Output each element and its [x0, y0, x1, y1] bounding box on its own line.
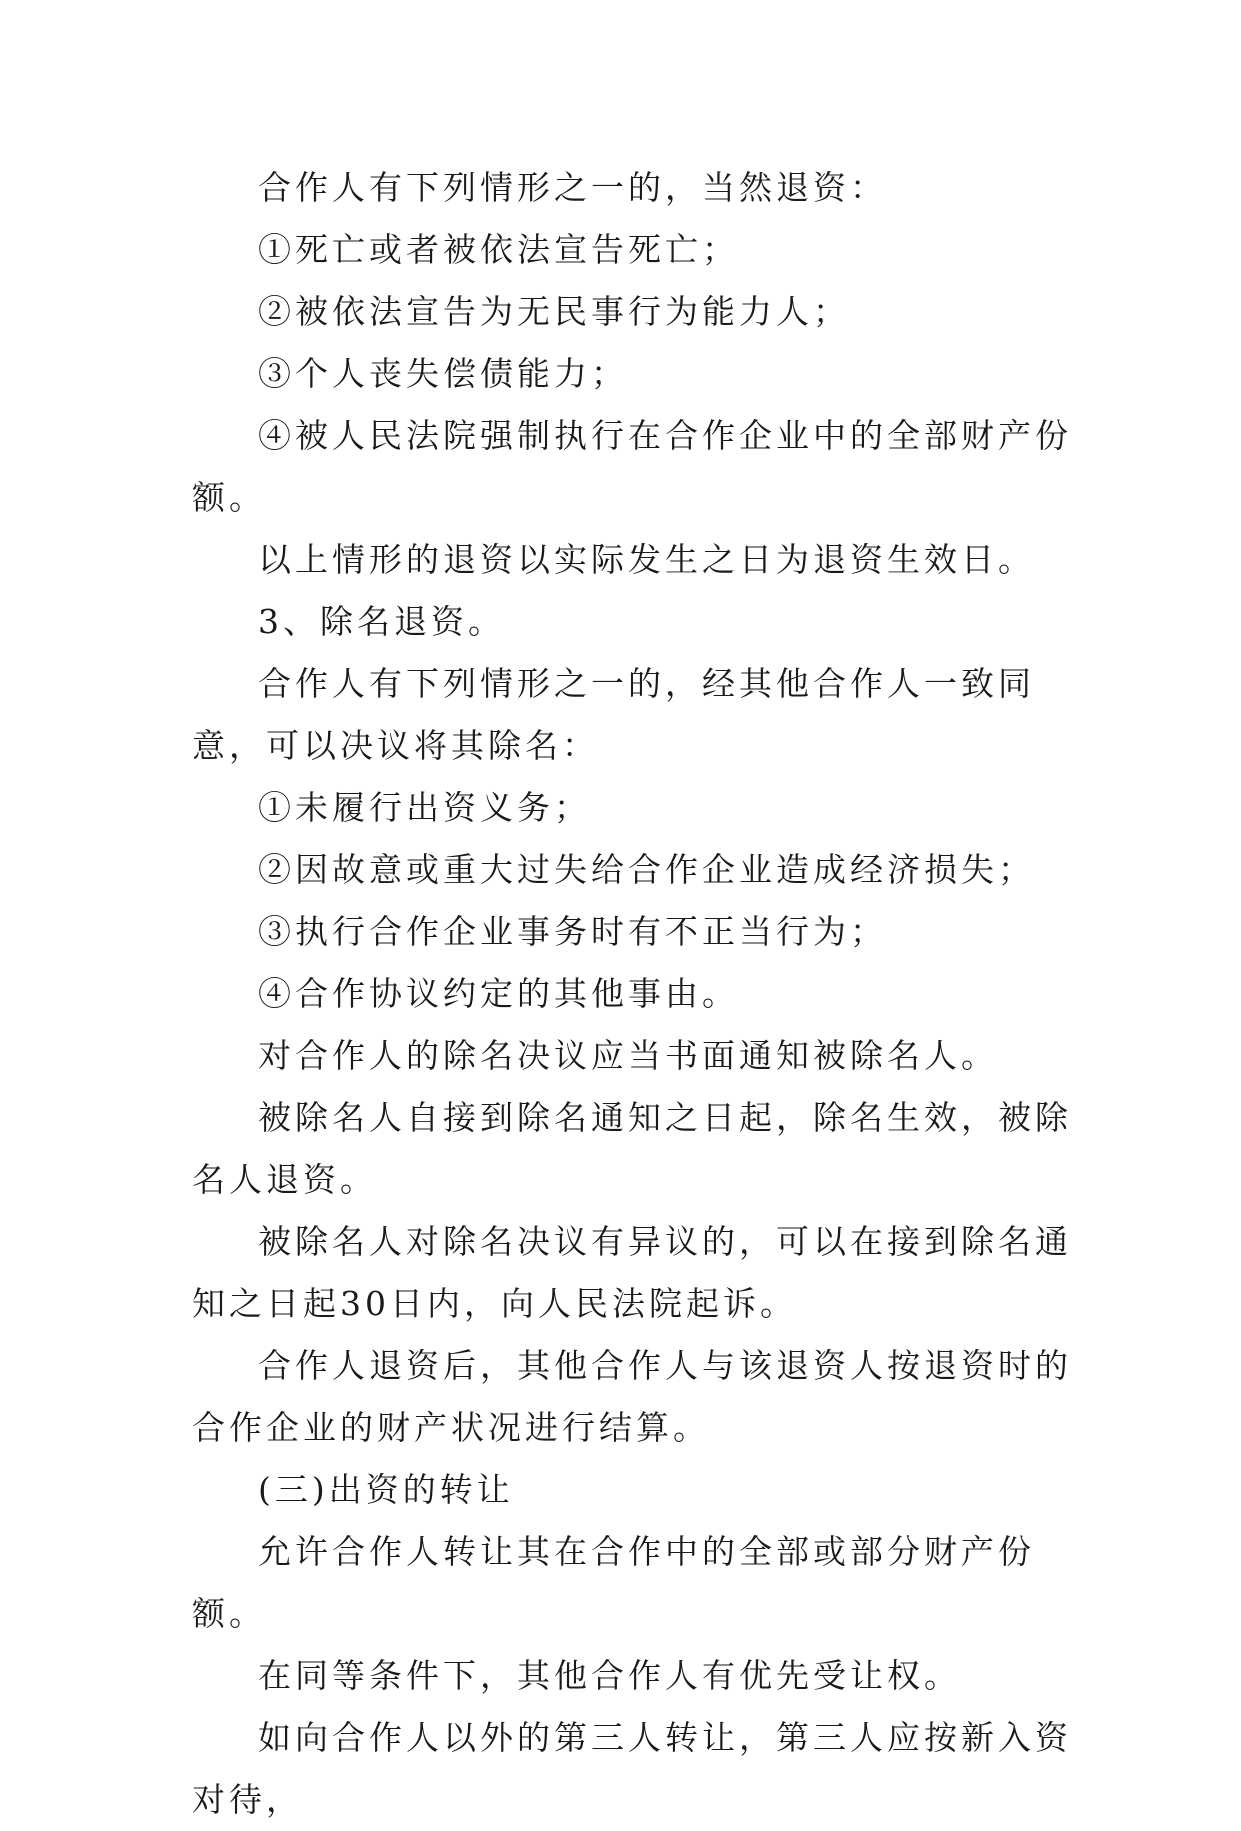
paragraph: 合作人有下列情形之一的，当然退资：: [258, 168, 887, 207]
paragraph: 合作人有下列情形之一的，经其他合作人一致同意，可以决议将其除名：: [192, 664, 1035, 765]
paragraph: 被除名人自接到除名通知之日起，除名生效，被除名人退资。: [192, 1098, 1072, 1199]
paragraph: 如向合作人以外的第三人转让，第三人应按新入资对待，: [192, 1718, 1072, 1819]
list-item: ③个人丧失偿债能力；: [258, 354, 628, 393]
paragraph: 在同等条件下，其他合作人有优先受让权。: [258, 1656, 961, 1695]
list-item: ④合作协议约定的其他事由。: [258, 974, 739, 1013]
list-item: ①未履行出资义务；: [258, 788, 591, 827]
list-item: ①死亡或者被依法宣告死亡；: [258, 230, 739, 269]
paragraph: 允许合作人转让其在合作中的全部或部分财产份额。: [192, 1532, 1035, 1633]
list-item: ④被人民法院强制执行在合作企业中的全部财产份额。: [192, 416, 1072, 517]
paragraph: 对合作人的除名决议应当书面通知被除名人。: [258, 1036, 998, 1075]
document-body: [192, 157, 1072, 1831]
list-item: ③执行合作企业事务时有不正当行为；: [258, 912, 887, 951]
section-heading: (三)出资的转让: [258, 1470, 514, 1509]
paragraph: 被除名人对除名决议有异议的，可以在接到除名通知之日起30日内，向人民法院起诉。: [192, 1222, 1072, 1323]
list-item: ②因故意或重大过失给合作企业造成经济损失；: [258, 850, 1035, 889]
list-item: ②被依法宣告为无民事行为能力人；: [258, 292, 850, 331]
paragraph: 以上情形的退资以实际发生之日为退资生效日。: [258, 540, 1035, 579]
paragraph: 合作人退资后，其他合作人与该退资人按退资时的合作企业的财产状况进行结算。: [192, 1346, 1072, 1447]
section-heading: 3、除名退资。: [258, 602, 505, 641]
